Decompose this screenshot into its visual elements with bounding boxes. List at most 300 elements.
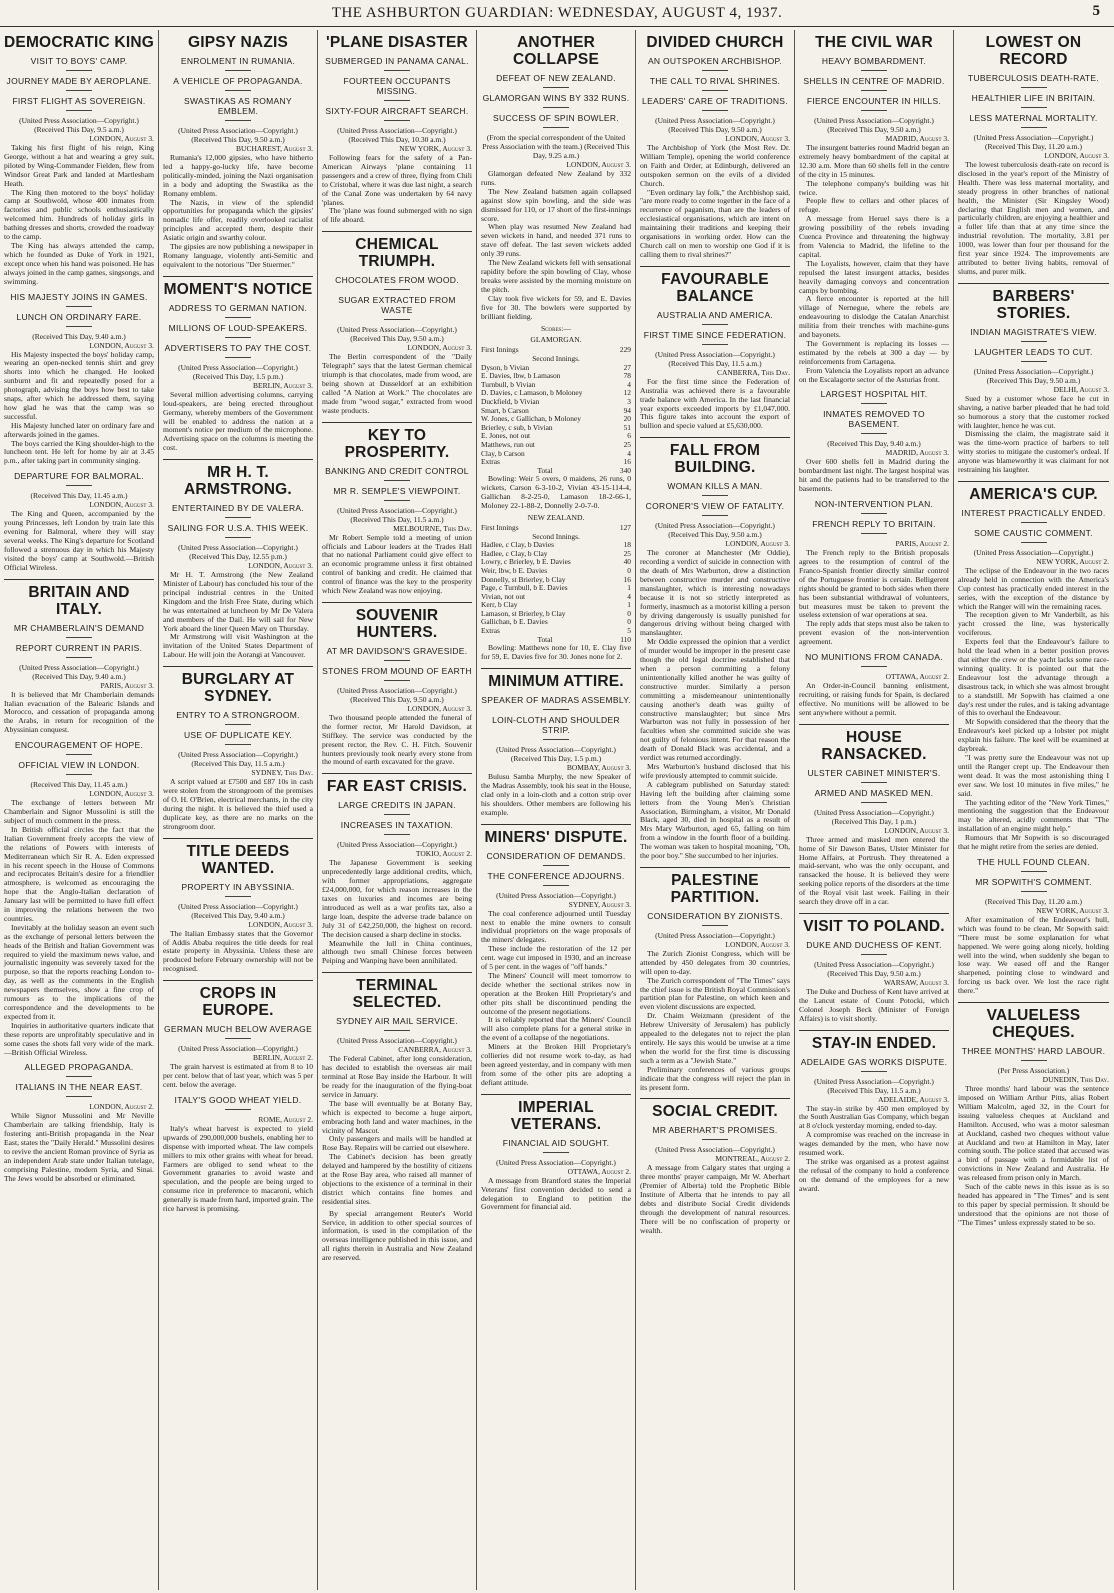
batsman-runs: 40 [623,557,631,567]
story-headline: TERMINAL SELECTED. [352,977,442,1012]
story-paragraph: Mr Sopwith considered that the theory that the Endeavour's keel picked up a lobster pot might explain his failure. The keel will be examined at daybreak. [958,717,1109,754]
story-paragraph: The exchange of letters between Mr Chamberlain and Signor Mussolini is still the subject of much comment in the press. [4,798,154,825]
story-credit: (United Press Association—Copyright.) (Received This Day, 9.50 a.m.) [973,366,1094,385]
story-dateline: LONDON, August 3. [248,919,313,929]
story-body [640,1164,790,1235]
story-paragraph: While Signor Mussolini and Mr Neville Chamberlain are talking friendship, Italy is fostering anti-British propaganda in the Near East, states the "Daily Herald." Mussolini desires to revive the ancient Roman province of Syria as an independent Arab state under Italian tutelage, comprising Palestine, modern Syria, and Sinai. The Jews would be absorbed or eliminated. [4,1111,154,1183]
story-headline: AMERICA'S CUP. [969,485,1098,503]
story-paragraph: Mrs Warburton's husband disclosed that his wife previously attempted to commit suicide. [640,761,790,780]
story-paragraph: Three months' hard labour was the sentence imposed on William Arthur Pitts, alias Robert William Malcolm, aged 32, in the Court for issuing valueless cheques at Auckland and Hamilton. Accused, who was a motor salesman at Auckland, cashed two cheques without value at Auckland and two at Hamilton in May, later coming south. The police stated that accused was a bird of passage with a formidable list of convictions in New Zealand and Australia. He was released from prison only in March. [958,1084,1109,1183]
story-paragraph: The New Zealand wickets fell with sensational rapidity before the spin bowling of Clay, whose breaks were assisted by the morning moisture on the pitch. [481,258,631,294]
story-headline: MOMENT'S NOTICE [163,280,313,298]
story-divider [799,1030,949,1031]
news-story [958,34,1109,277]
story-dateline: DUNEDIN, This Day. [1042,1075,1109,1085]
story-paragraph: It is believed that Mr Chamberlain demands Italian evacuation of the Balearic Islands and Morocco, and cessation of propaganda among the Arabs, in return for recognition of the Abyssinian conquest. [4,689,154,735]
story-headline: BURGLARY AT SYDNEY. [181,671,295,706]
story-subheading: AT MR DAVIDSON'S GRAVESIDE. [322,646,472,661]
story-paragraph: Dr. Chaim Weizmann (president of the Hebrew University of Jerusalem) has publicly appealed to the delegates not to reject the plan entirely. He says this would be unwise at a time when the world for the first time is discussing such a term as a "Jewish State." [640,1011,790,1065]
story-body [163,1125,313,1214]
story-paragraph: Glamorgan defeated New Zealand by 332 runs. [481,169,631,187]
story-divider [640,437,790,438]
news-story [799,1030,949,1194]
story-paragraph: A script valued at £7500 and £87 10s in cash were stolen from the strongroom of the premises of O. H. O'Brien, electrical merchants, in the city during the night. It is believed the thief used a duplicate key, as there are no marks on the strongroom door. [163,777,313,831]
story-headline: LOWEST ON RECORD [985,34,1082,68]
story-dateline: SYDNEY, August 3. [568,899,631,909]
story-subheading: DUKE AND DUCHESS OF KENT. [799,940,949,955]
batsman-runs: 1 [627,600,631,610]
story-subheading: OFFICIAL VIEW IN LONDON. [4,760,154,775]
story-subheading: A VEHICLE OF PROPAGANDA. [163,76,313,91]
batsman-name: E. Davies, lbw, b Lamason [481,371,561,381]
story-body [481,1177,631,1213]
batsman-name: Turnbull, b Vivian [481,379,536,389]
story-credit: (United Press Association—Copyright.) (Received This Day, 11.5 a.m.) [655,349,775,368]
story-headline: BARBERS' STORIES. [992,287,1075,322]
story-body [4,691,154,736]
story-subheading: USE OF DUPLICATE KEY. [163,730,313,745]
story-paragraph: After examination of the Endeavour's hull, which was found to be clean, Mr Sopwith said: "There must be some explanation for what happened. We were going along nicely, holding well into the wind, when suddenly she began to lose way. We eased off and the Ranger sharpened, pointing close to windward and forcing us back over. We lost the race right there." [958,914,1109,996]
story-body [958,395,1109,475]
batsman-runs: 25 [623,548,631,558]
story-headline: PALESTINE PARTITION. [670,871,760,906]
innings-heading: Second Innings. [532,531,580,541]
story-headline: MINIMUM ATTIRE. [488,673,624,691]
story-paragraph: The Federal Cabinet, after long consideration, has decided to establish the overseas air mail terminal at Rose Bay inside the Harbour. It will be ready for the inauguration of the flying-boat service in January. [322,1054,472,1099]
batsman-row [481,618,631,627]
batsman-name: E. Jones, not out [481,431,531,441]
story-subheading: INTEREST PRACTICALLY ENDED. [958,508,1109,523]
story-body [163,391,313,453]
news-story [4,292,154,467]
story-subheading: CONSIDERATION OF DEMANDS. [481,851,631,866]
story-body [481,170,631,321]
story-paragraph: From Valencia the Loyalists report an advance on the Escalagorte sector of the Asturias front. [799,365,949,384]
batsman-runs: 78 [623,371,631,381]
story-subheading: SWASTIKAS AS ROMANY EMBLEM. [163,96,313,121]
story-subheading: AN OUTSPOKEN ARCHBISHOP. [640,56,790,71]
batsman-row [481,458,631,467]
story-subheading: FIRST FLIGHT AS SOVEREIGN. [4,96,154,111]
bowling-text: Bowling: Matthews none for 10, E. Clay five for 59, E. Davies five for 30. Jones none for 2. [481,643,631,662]
story-body [322,154,472,225]
story-paragraph: The gipsies are now publishing a newspaper in Romany language, violently anti-Semitic and equivalent to the notorious "Der Stuermer." [163,242,313,269]
batsman-runs: 16 [623,574,631,584]
story-credit: (United Press Association—Copyright.) (Received This Day, 11.20 a.m.) [973,133,1094,151]
story-body [4,1112,154,1183]
story-dateline: LONDON, August 3. [884,825,949,835]
story-dateline: CANBERRA, August 3. [398,1045,472,1055]
news-column [318,30,477,1590]
story-headline: VALUELESS CHEQUES. [986,1007,1081,1042]
page-number: 5 [1092,3,1100,19]
story-credit: (Received This Day, 9.40 a.m.) [827,439,921,449]
story-paragraph: Over 600 shells fell in Madrid during the bombardment last night. The largest hospital was hit and the patients had to be transferred to the basements. [799,457,949,494]
innings-label: First Innings [481,345,519,355]
news-story [322,231,472,415]
bowling-text: Bowling: Weir 5 overs, 0 maidens, 26 runs, 0 wickets, Carson 6-3-10-2, Vivian 43-15-114-4, Gallichan 8-2-25-0, Lamason 18-2-66-1, Moloney 22-1-88-2, Donnelly 2-0-7-0. [481,474,631,511]
batsman-runs: 16 [623,457,631,467]
story-subheading: HIS MAJESTY JOINS IN GAMES. [4,292,154,307]
story-paragraph: Inevitably at the holiday season an event such as the exchange of personal letters between the heads of the British and Italian Government was required to yield the maximum news value, and journalistic ingenuity was severely taxed for the purpose, so that the reports reaching London to-day, as well as the comments in the English newspapers themselves, show a fine crop of rumours as to the implications of the correspondence and the developments to be expected from it. [4,922,154,1021]
news-story [322,1210,472,1263]
batsman-runs: 12 [623,388,631,398]
batsman-name: Duckfield, b Vivian [481,396,540,406]
story-subheading: GERMAN MUCH BELOW AVERAGE [163,1024,313,1039]
newspaper-title: THE ASHBURTON GUARDIAN: WEDNESDAY, AUGUST 4, 1937. [331,5,783,21]
story-paragraph: The stay-in strike by 450 men employed by the South Australian Gas Company, which began at 8 o'clock yesterday morning, ended to-day. [799,1103,949,1131]
story-body [640,378,790,431]
news-story [640,1098,790,1235]
news-story [322,773,472,966]
story-paragraph: A message from Brantford states the Imperial Veterans' first convention decided to send a delegation to England to petition the Government for financial aid. [481,1175,631,1212]
batsman-name: W. Jones, c Gallichan, b Moloney [481,414,581,424]
score-table [481,524,631,644]
story-credit: (Received This Day, 11.45 a.m.) [30,780,128,790]
story-credit: (United Press Association—Copyright.) (Received This Day, 9.50 a.m.) [814,116,934,134]
batsman-name: D. Davies, c Lamason, b Moloney [481,388,583,398]
story-paragraph: His Majesty inspected the boys' holiday camp, wearing an open-necked tennis shirt and grey shorts into which he changed. He looked sunburnt and fit and repeatedly posed for a photograph, advising the boys how best to take snaps, after which he addressed them, saying how glad he was that the camp was so successful. [4,349,154,421]
story-divider [322,231,472,232]
story-headline: SOUVENIR HUNTERS. [355,606,439,641]
story-subheading: ADDRESS TO GERMAN NATION. [163,303,313,318]
story-dateline: ROME, August 2. [258,1114,313,1124]
story-dateline: BERLIN, August 3. [252,380,313,390]
story-headline: FALL FROM BUILDING. [669,442,761,477]
story-paragraph: Such of the cable news in this issue as is so headed has appeared in "The Times" and is sent to this paper by special permission. It should be understood that the opinions are not those of "The Times" unless expressly stated to be so. [958,1182,1109,1227]
news-story [799,652,949,718]
news-story [958,1002,1109,1228]
batsman-name: Vivian, not out [481,591,526,601]
story-body [322,534,472,596]
story-body [322,714,472,767]
batsman-name: Donnelly, st Brierley, b Clay [481,574,566,584]
story-dateline: PARIS, August 2. [895,539,949,549]
story-subheading: LEADERS' CARE OF TRADITIONS. [640,96,790,111]
batsman-runs: 27 [623,362,631,372]
story-paragraph: The insurgent batteries round Madrid began an extremely heavy bombardment of the capital at 12.30 a.m. More than 60 shells fell in the centre of the city in 15 minutes. [799,143,949,179]
story-body [322,859,472,966]
story-paragraph: Clay took five wickets for 59, and E. Davies five for 30. The bowlers were supported by brilliant fielding. [481,293,631,321]
story-subheading: ITALIANS IN THE NEAR EAST. [4,1082,154,1097]
story-paragraph: The yachting editor of the "New York Times," mentioning the suggestion that the Endeavour may be altered, acidly comments that "The installation of an engine might help." [958,797,1109,834]
story-headline: FAVOURABLE BALANCE [661,270,769,305]
story-paragraph: The Cabinet's decision has been greatly delayed and hampered by the hostility of citizens at the Rose Bay area, who raised all manner of objections to the existence of a terminal in their district which contains fine homes and residential sites. [322,1152,472,1206]
story-paragraph: His Majesty lunched later on ordinary fare and afterwards joined in the games. [4,420,154,439]
story-divider [958,481,1109,482]
story-paragraph: The telephone company's building was hit twice. [799,178,949,197]
batsman-runs: 5 [627,626,631,636]
news-story [4,471,154,572]
story-paragraph: It is reliably reported that the Miners' Council will also complete plans for a general strike in the event of a collapse of the negotiations. [481,1015,631,1043]
story-body [799,549,949,647]
story-dateline: MADRID, August 3. [885,134,949,143]
batsman-name: Lamason, st Brierley, b Clay [481,608,566,618]
story-paragraph: "I was pretty sure the Endeavour was not up until the Ranger crept up. The Endeavour then went dead. It was the most astonishing thing I ever saw. We lost 10 minutes in five miles," he said. [958,752,1109,798]
story-divider [163,666,313,667]
story-credit: (United Press Association—Copyright.) (Received This Day, 9.40 a.m.) [19,662,139,681]
story-dateline: LONDON, August 3. [725,939,790,949]
story-paragraph: The 'plane was found submerged with no sign of life aboard. [322,206,472,225]
story-subheading: SHELLS IN CENTRE OF MADRID. [799,76,949,91]
story-credit: (United Press Association—Copyright.) [655,930,775,940]
news-story [640,437,790,861]
story-subheading: WOMAN KILLS A MAN. [640,481,790,496]
story-paragraph: Mr Robert Semple told a meeting of union officials and Labour leaders at the Trades Hall that no national Parliament could give effect to an economic programme unless it first obtained control of banking and credit. He claimed that control of finance was the key to the prosperity which New Zealand was now enjoying. [322,532,472,596]
news-story [4,34,154,287]
news-column [0,30,159,1590]
total-score: 110 [620,634,631,644]
story-credit: (United Press Association—Copyright.) (Received This Day, 1 p.m.) [814,807,934,826]
bowling-figures [481,644,631,662]
story-dateline: DELHI, August 3. [1053,384,1109,394]
story-divider [640,266,790,267]
story-subheading: FINANCIAL AID SOUGHT. [481,1138,631,1153]
story-subheading: REPORT CURRENT IN PARIS. [4,643,154,658]
news-story [163,838,313,975]
story-body [322,1055,472,1206]
story-credit: (United Press Association—Copyright.) [337,1036,457,1046]
innings-score: 229 [619,345,631,355]
story-credit: (Per Press Association.) [997,1066,1070,1076]
news-column [159,30,318,1590]
story-dateline: LONDON, August 3. [89,340,154,350]
story-divider [799,724,949,725]
batsman-name: Matthews, run out [481,439,535,449]
story-paragraph: A compromise was reached on the increase in wages demanded by the men, who have now resumed work. [799,1130,949,1158]
batsman-runs: 0 [627,565,631,575]
story-subheading: FIRST TIME SINCE FEDERATION. [640,330,790,345]
story-subheading: FIERCE ENCOUNTER IN HILLS. [799,96,949,111]
story-paragraph: Miners at the Broken Hill Proprietary's collieries did not resume work to-day, as had been agreed yesterday, and in company with men from some of the other pits are adopting a defiant attitude. [481,1042,631,1087]
story-subheading: THREE MONTHS' HARD LABOUR. [958,1046,1109,1061]
story-credit: (United Press Association—Copyright.) [496,890,616,900]
story-paragraph: The Italian Embassy states that the Governor of Addis Ababa requires the title deeds for real estate property in Abyssinia. Unless these are produced before February ownership will not be recognised. [163,928,313,974]
story-subheading: THE HULL FOUND CLEAN. [958,857,1109,872]
story-body [4,144,154,287]
story-paragraph: These include the restoration of the 12 per cent. wage cut imposed in 1930, and an increase of 5 per cent. in the wages of "off hands." [481,944,631,972]
team-name: NEW ZEALAND. [527,512,585,522]
story-subheading: INCREASES IN TAXATION. [322,820,472,835]
story-paragraph: Taking his first flight of his reign, King George, without a hat and wearing a grey suit, piloted by Wing-Commander Fielden, flew from Windsor Great Park and landed at Martlesham Heath. [4,143,154,188]
story-body [799,458,949,494]
news-story [799,913,949,1024]
story-paragraph: The Government is replacing its losses — estimated by the rebels at 300 a day — by reinforcements from Cartagena. [799,338,949,366]
team-name: GLAMORGAN. [530,335,582,345]
story-subheading: ULSTER CABINET MINISTER'S. [799,768,949,783]
story-subheading: ENCOURAGEMENT OF HOPE. [4,740,154,755]
story-paragraph: The Duke and Duchess of Kent have arrived at the Lancut estate of Count Potocki, which Colonel Joseph Beck (Minister of Foreign Affairs) is to visit shortly. [799,986,949,1023]
story-subheading: SOME CAUSTIC COMMENT. [958,528,1109,543]
story-body [4,351,154,467]
story-divider [640,867,790,868]
story-subheading: ADVERTISERS TO PAY THE COST. [163,343,313,358]
story-credit: (United Press Association—Copyright.) (Received This Day, 9.5 a.m.) [19,116,139,134]
story-credit: (United Press Association—Copyright.) [973,547,1094,557]
story-body [640,144,790,260]
story-credit: (United Press Association—Copyright.) [337,840,457,850]
story-paragraph: The grain harvest is estimated at from 8 to 10 per cent. below that of last year, which was 5 per cent. below the average. [163,1062,313,1089]
story-body [322,353,472,415]
batsman-runs: 18 [623,540,631,550]
batsman-name: Smart, b Carson [481,405,529,415]
story-body [163,778,313,831]
cricket-scoreboard [481,324,631,662]
story-paragraph: Experts feel that the Endeavour's failure to hold the lead when in a better position proves that either the crew or the yacht lacks some race-winning quality. It is pointed out that the Endeavour lost the advantage through a disastrous tack, in which she was almost brought to a standstill. Mr Sopwith has claimed a one day's rest under the rules, and is taking advantage of this to overhaul the Endeavour. [958,637,1109,718]
story-dateline: LONDON, August 3. [89,134,154,143]
story-headline: CROPS IN EUROPE. [199,985,277,1020]
story-paragraph: When play was resumed New Zealand had seven wickets in hand, and needed 371 runs to stave off defeat. The last seven wickets added only 39 runs. [481,222,631,259]
news-story [640,34,790,260]
news-story [163,459,313,660]
story-body [799,988,949,1024]
story-paragraph: By special arrangement Reuter's World Service, in addition to other special sources of information, is used in the compilation of the overseas intelligence published in this issue, and all rights therein in Australia and New Zealand are reserved. [322,1208,472,1263]
story-subheading: HEALTHIER LIFE IN BRITAIN. [958,93,1109,108]
news-story [4,740,154,1057]
batsman-runs: 51 [623,422,631,432]
story-headline: STAY-IN ENDED. [811,1034,937,1052]
news-story [481,824,631,1088]
story-paragraph: The Loyalists, however, claim that they have repulsed the latest insurgent attacks, besides heavily damaging convoys and concentration camps by bombing. [799,258,949,295]
story-headline: CHEMICAL TRIUMPH. [355,236,439,271]
story-subheading: LARGEST HOSPITAL HIT. [799,389,949,404]
story-dateline: LONDON, August 3. [725,134,790,143]
story-divider [481,824,631,825]
story-body [4,510,154,572]
batsman-runs: 4 [627,448,631,458]
story-dateline: SYDNEY, This Day. [251,768,313,778]
story-body [799,1105,949,1194]
story-subheading: CHOCOLATES FROM WOOD. [322,275,472,290]
story-dateline: WARSAW, August 3. [884,977,949,987]
story-paragraph: Several million advertising columns, carrying loud-speakers, are being erected throughout Germany, whereby members of the Government will be enabled to address the nation at a moment's notice per medium of the microphone. Advertising space on the columns is meeting the cost. [163,389,313,453]
story-subheading: MR R. SEMPLE'S VIEWPOINT. [322,486,472,501]
story-body [958,916,1109,996]
story-subheading: JOURNEY MADE BY AEROPLANE. [4,76,154,91]
batsman-name: Extras [481,626,500,636]
story-credit: (Received This Day, 11.20 a.m.) [985,896,1082,906]
story-dateline: NEW YORK, August 3. [1036,905,1109,915]
story-paragraph: The Nazis, in view of the splendid opportunities for propaganda which the gipsies' nomadic life offer, readily overlooked racialist principles and accepted them, despite their Asiatic origin and swarthy colour. [163,197,313,243]
story-credit: (Received This Day, 9.40 a.m.) [32,331,126,341]
story-subheading: LESS MATERNAL MORTALITY. [958,113,1109,128]
news-story [322,972,472,1206]
news-story [322,422,472,596]
story-divider [799,913,949,914]
news-story [163,666,313,831]
story-subheading: LUNCH ON ORDINARY FARE. [4,312,154,327]
story-subheading: NO MUNITIONS FROM CANADA. [799,652,949,667]
story-paragraph: Mr H. T. Armstrong (the New Zealand Minister of Labour) has concluded his tour of the principal industrial centres in the United Kingdom and the Irish Free State, during which he was entertained at luncheon by Mr De Valera and members of the Dail. He will sail for New York aboard the liner Queen Mary on Thursday. [163,570,313,633]
story-body [4,799,154,1057]
batsman-runs: 3 [627,396,631,406]
story-credit: (United Press Association—Copyright.) (Received This Day, 11.5 a.m.) [337,505,457,524]
story-credit: (United Press Association—Copyright.) (Received This Day, 12.55 p.m.) [178,543,298,562]
story-subheading: CORONER'S VIEW OF FATALITY. [640,501,790,516]
batsman-runs: 94 [623,405,631,415]
story-credit: (United Press Association—Copyright.) (Received This Day, 1.5 p.m.) [178,362,298,381]
story-paragraph: The Archbishop of York (the Most Rev. Dr. William Temple), opening the world conference on Faith and Order, at Edinburgh, delivered an outspoken sermon on the evils of a divided Church. [640,143,790,188]
batsman-runs: 0 [627,608,631,618]
story-paragraph: Only passengers and mails will be handled at Rose Bay. Repairs will be carried out elsewhere. [322,1134,472,1153]
batsman-name: Extras [481,457,500,467]
news-column [636,30,795,1590]
story-headline: SOCIAL CREDIT. [652,1103,778,1121]
story-credit: (United Press Association—Copyright.) (Received This Day, 9.40 a.m.) [178,901,298,920]
story-credit: (United Press Association—Copyright.) (Received This Day, 9.50 a.m.) [655,116,775,134]
story-subheading: FOURTEEN OCCUPANTS MISSING. [322,76,472,101]
news-story [322,34,472,225]
story-divider [322,422,472,423]
story-subheading: ENTERTAINED BY DE VALERA. [163,503,313,518]
story-paragraph: Mr Oddie expressed the opinion that a verdict of murder would be improper in the present case though the old legal doctrine established that when a person committing a felony unintentionally killed another he was guilty of constructive murder. Similarly a person committing a misdemeanour unintentionally causing another's death was guilty of constructive manslaughter; but since Mrs Warburton was not fully in possession of her faculties when she committed suicide she was not guilty of felonious intent. For that reason the death of Donald Black was accidental, and a verdict was returned accordingly. [640,637,790,763]
story-subheading: ALLEGED PROPAGANDA. [4,1062,154,1077]
news-story [163,980,313,1090]
story-paragraph: Rumania's 12,000 gipsies, who have hitherto led a happy-go-lucky life, have become politically-minded, joining the Nazi organisation in a body and adopting the Swastika as the Romany emblem. [163,153,313,198]
batsman-name: Hadlee, c Clay, b Clay [481,548,548,558]
story-paragraph: Italy's wheat harvest is expected to yield upwards of 290,000,000 bushels, enabling her to dispense with imported wheat. The law compels millers to mix other grains with wheat for bread. Farmers are obliged to send wheat to the Government granaries to avoid waste and speculation, and the people are being urged to consume rice in preference to macaroni, which generally is made from hard, imported grain. The rice harvest is promising. [163,1123,313,1214]
story-headline: IMPERIAL VETERANS. [510,1098,602,1133]
total-label: Total [537,634,553,644]
story-subheading: DEPARTURE FOR BALMORAL. [4,471,154,486]
story-body [958,1085,1109,1228]
story-credit: (United Press Association—Copyright.) [178,1044,298,1054]
news-story [481,668,631,818]
story-paragraph: Bulusu Samba Murphy, the new Speaker of the Madras Assembly, took his seat in the House, clad only in a loin-cloth and a cotton strip over his shoulders. Other members are following his example. [481,772,631,817]
story-paragraph: A message from Heruel says there is a growing possibility of the rebels invading Cuenca Province and threatening the highway from Valencia to Madrid, the lifeline to the capital. [799,214,949,259]
story-subheading: SUCCESS OF SPIN BOWLER. [481,113,631,128]
story-divider [481,1094,631,1095]
news-story [481,324,631,662]
story-dateline: PARIS, August 3. [100,680,154,690]
batsman-name: Dyson, b Vivian [481,362,530,372]
story-headline: THE CIVIL WAR [815,34,933,51]
story-body [640,549,790,861]
story-paragraph: Three armed and masked men entered the home of Sir Dawson Bates, Ulster Minister for Home Affairs, at Portrush. They threatened a maid-servant, who was the only occupant, and ransacked the house. It is believed they were seeking police reports of the disorders at the time of the Royal visit last week. Failing in their search they drove off in a car. [799,834,949,907]
story-paragraph: Mr Armstrong will visit Washington at the invitation of the United States Department of Labour. He will join the Aorangi at Vancouver. [163,632,313,660]
story-paragraph: The coroner at Manchester (Mr Oddie), recording a verdict of suicide in connection with the death of Mrs Warburton, drew a distinction between constructive murder and constructive manslaughter, which is interesting nowadays because it is not so strictly interpreted as formerly, inasmuch as a motorist killing a person by driving dangerously is usually punished for dangerous driving without being charged with manslaughter. [640,548,790,638]
story-body [163,1063,313,1090]
batsman-name: Brierley, c sub, b Vivian [481,422,553,432]
story-dateline: LONDON, August 2. [89,1102,154,1112]
story-paragraph: Preliminary conferences of various groups indicate that the congress will reject the plan in its present form. [640,1064,790,1092]
story-divider [163,276,313,277]
story-paragraph: People flew to cellars and other places of refuge. [799,196,949,215]
story-divider [958,1002,1109,1003]
story-paragraph: A message from Calgary states that urging a three months' prayer campaign, Mr W. Aberhart (Premier of Alberta) told the Prophetic Bible Institute of Alberta that he intends to pay all debts and distribute Social Credit dividends through the development of natural resources. There will be no confiscation of property or wealth. [640,1163,790,1235]
news-story [4,1062,154,1183]
story-body [163,930,313,975]
story-paragraph: "Even ordinary lay folk," the Archbishop said, "are more ready to come together in the face of a recurrence of paganism, than are the leaders of ecclesiastical organisations, which are intent on maintaining their traditions and keeping their organisations in working order. How can the Church call on men to worship one God if it is calling them to rival shrines?" [640,187,790,259]
story-divider [163,980,313,981]
story-headline: FAR EAST CRISIS. [326,778,468,796]
story-subheading: SIXTY-FOUR AIRCRAFT SEARCH. [322,106,472,121]
bowling-figures [481,475,631,511]
story-credit: (From the special correspondent of the United Press Association with the team.) (Received This Day, 9.25 a.m.) [482,133,630,160]
story-paragraph: The eclipse of the Endeavour in the two races already held in connection with the America's Cup contest has practically ended interest in the series, with the exception of the distance by which the Ranger will win the remaining races. [958,565,1109,611]
story-divider [481,668,631,669]
story-body [163,571,313,660]
story-dateline: OTTAWA, August 2. [567,1166,631,1176]
story-paragraph: The Zurich Zionist Congress, which will be attended by 450 delegates from 30 countries, will open to-day. [640,948,790,976]
batsman-runs: 6 [627,431,631,441]
story-divider [322,602,472,603]
story-dateline: CANBERRA, This Day. [716,367,790,377]
story-subheading: CONSIDERATION BY ZIONISTS. [640,911,790,926]
story-subheading: AUSTRALIA AND AMERICA. [640,310,790,325]
news-column [954,30,1113,1590]
news-story [163,276,313,453]
